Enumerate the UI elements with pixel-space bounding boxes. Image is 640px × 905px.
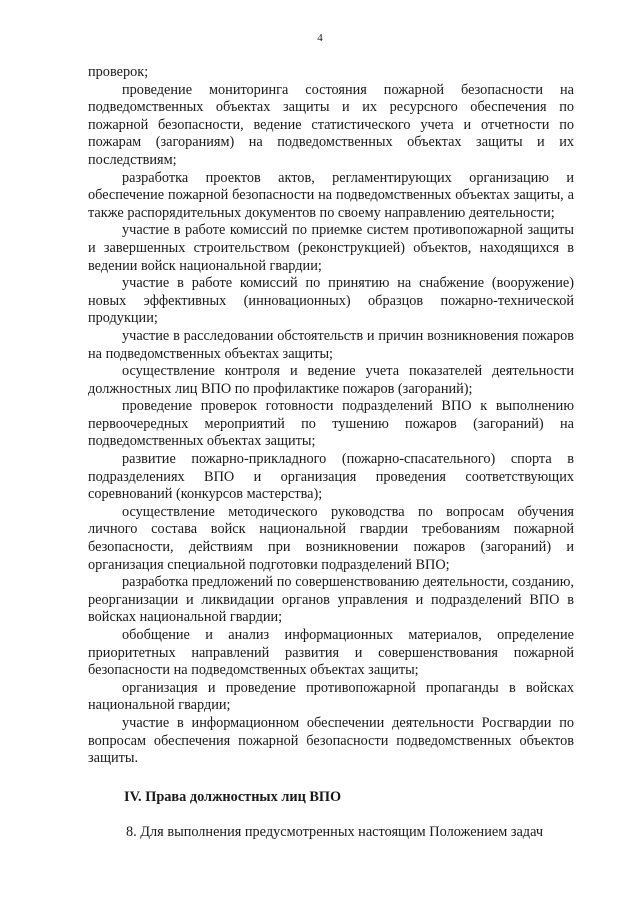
- paragraph: организация и проведение противопожарной пропаганды в войсках национальной гвардии;: [88, 679, 574, 714]
- paragraph: участие в информационном обеспечении деятельности Росгвардии по вопросам обеспечения пожарной безопасности подведомственных объектов защиты.: [88, 714, 574, 767]
- paragraph: осуществление контроля и ведение учета показателей деятельности должностных лиц ВПО по профилактике пожаров (загораний);: [88, 363, 574, 397]
- document-body: [88, 64, 574, 841]
- paragraph: проведение мониторинга состояния пожарной безопасности на подведомственных объектах защиты и их ресурсного обеспечения по пожарной безопасности, ведение статистического учета и отчетности по пожарам (загораниям) на подведомственных объектах защиты и их последствиям;: [88, 81, 574, 168]
- numbered-paragraph: 8. Для выполнения предусмотренных настоящим Положением задач: [126, 823, 544, 840]
- page-number: 4: [317, 32, 323, 44]
- paragraph: осуществление методического руководства по вопросам обучения личного состава войск национальной гвардии требованиям пожарной безопасности, действиям при возникновении пожаров (загораний) и организация специальной подготовки подразделений ВПО;: [88, 503, 574, 573]
- paragraph: разработка предложений по совершенствованию деятельности, созданию, реорганизации и ликвидации органов управления и подразделений ВПО в войсках национальной гвардии;: [88, 574, 574, 626]
- paragraph: развитие пожарно-прикладного (пожарно-спасательного) спорта в подразделениях ВПО и организация проведения соответствующих соревнований (конкурсов мастерства);: [88, 451, 574, 503]
- paragraph: проверок;: [88, 64, 149, 80]
- paragraph: участие в расследовании обстоятельств и причин возникновения пожаров на подведомственных объектах защиты;: [88, 327, 574, 362]
- paragraph: участие в работе комиссий по приемке систем противопожарной защиты и завершенных строительством (реконструкцией) объектов, находящихся в ведении войск национальной гвардии;: [88, 222, 574, 274]
- paragraph: обобщение и анализ информационных материалов, определение приоритетных направлений развития и совершенствования пожарной безопасности на подведомственных объектах защиты;: [88, 627, 574, 679]
- section-heading: IV. Права должностных лиц ВПО: [124, 788, 342, 805]
- paragraph: разработка проектов актов, регламентирующих организацию и обеспечение пожарной безопасности на подведомственных объектах защиты, а также распорядительных документов по своему направлению деятельности;: [88, 169, 574, 221]
- paragraph: проведение проверок готовности подразделений ВПО к выполнению первоочередных мероприятий по тушению пожаров (загораний) на подведомственных объектах защиты;: [88, 398, 574, 450]
- paragraph: участие в работе комиссий по принятию на снабжение (вооружение) новых эффективных (инновационных) образцов пожарно-технической продукции;: [88, 275, 574, 327]
